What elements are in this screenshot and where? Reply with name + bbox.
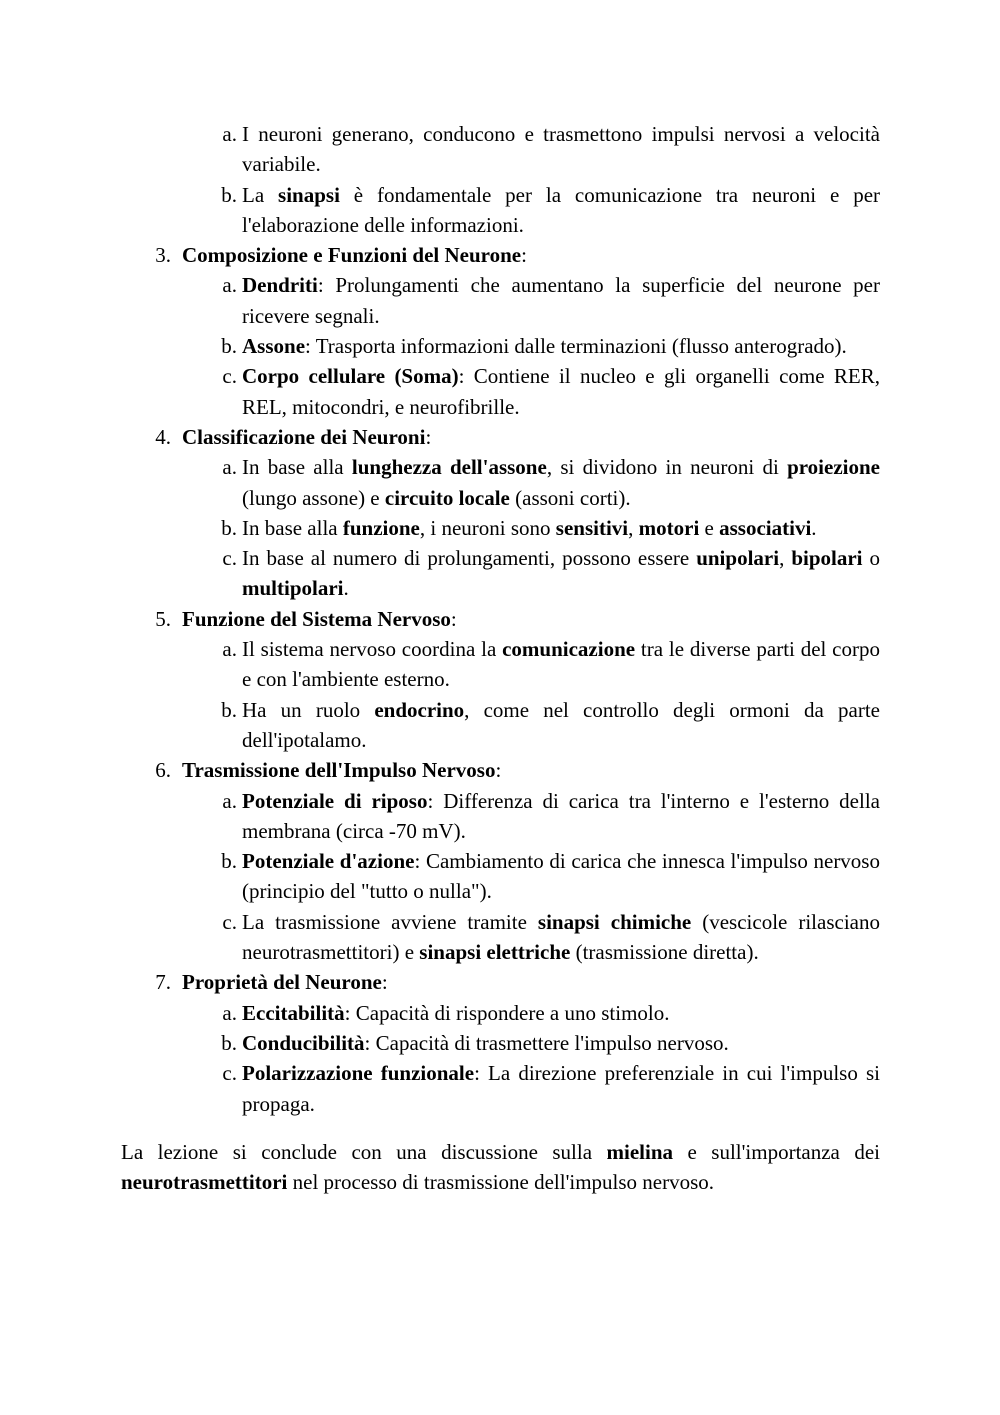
- text-run: La: [242, 182, 279, 207]
- bold-term: circuito locale: [384, 485, 510, 510]
- list-marker: c.: [222, 909, 237, 934]
- bold-term: Corpo cellulare (Soma): [242, 364, 459, 389]
- text-run: La lezione si conclude con una discussione sulla: [121, 1139, 607, 1164]
- conclusion-paragraph: [121, 1137, 880, 1198]
- text-run: e sull'importanza dei: [673, 1139, 880, 1164]
- text-run: , si dividono in neuroni di: [546, 455, 788, 480]
- text-run: Ha un ruolo: [242, 697, 375, 722]
- list-marker: b.: [221, 334, 237, 359]
- list-marker: c.: [222, 1061, 237, 1086]
- section-heading: [155, 604, 880, 634]
- list-marker: a.: [222, 455, 237, 480]
- list-marker: c.: [222, 364, 237, 389]
- text-run: (assoni corti).: [509, 485, 631, 510]
- text-run: : Capacità di trasmettere l'impulso nervoso.: [364, 1030, 729, 1055]
- section-title: Trasmissione dell'Impulso Nervoso: [182, 758, 496, 783]
- text-run: : Capacità di rispondere a uno stimolo.: [344, 1000, 670, 1025]
- text-run: : Cambiamento di carica che innesca l'impulso nervoso (principio del "tutto o nulla").: [242, 849, 880, 904]
- bold-term: bipolari: [791, 546, 863, 571]
- text-run: La trasmissione avviene tramite: [242, 909, 538, 934]
- list-item: [121, 119, 880, 180]
- sublist: [121, 634, 880, 755]
- list-marker: b.: [221, 1030, 237, 1055]
- list-item: [121, 695, 880, 756]
- bold-term: sensitivi: [555, 515, 629, 540]
- list-item: [121, 907, 880, 968]
- section-title: Funzione del Sistema Nervoso: [182, 606, 451, 631]
- section-colon: :: [450, 606, 457, 631]
- sublist: [121, 786, 880, 968]
- list-item: [121, 331, 880, 361]
- text-run: (vescicole rilasciano neurotrasmettitori) e: [242, 909, 880, 965]
- bold-term: Conducibilità: [242, 1030, 365, 1055]
- bold-term: Potenziale d'azione: [242, 849, 415, 874]
- bold-term: funzione: [342, 515, 420, 540]
- section-title: Composizione e Funzioni del Neurone: [182, 243, 522, 268]
- text-run: o: [862, 546, 881, 571]
- section-colon: :: [381, 970, 388, 995]
- numbered-item: [121, 240, 880, 422]
- sublist: [121, 270, 880, 421]
- text-run: : Differenza di carica tra l'interno e l'esterno della membrana (circa -70 mV).: [242, 788, 880, 843]
- list-item: [121, 270, 880, 331]
- sublist: [121, 998, 880, 1119]
- list-item: [121, 998, 880, 1028]
- list-marker: a.: [222, 122, 237, 146]
- text-run: : Trasporta informazioni dalle terminazioni (flusso anterogrado).: [305, 334, 847, 359]
- text-run: : Contiene il nucleo e gli organelli come RER, REL, mitocondri, e neurofibrille.: [242, 364, 880, 419]
- bold-term: lunghezza dell'assone: [351, 455, 547, 480]
- bold-term: multipolari: [242, 576, 344, 601]
- list-marker: b.: [221, 697, 237, 722]
- numbered-list: [121, 240, 880, 1119]
- list-item: [121, 513, 880, 543]
- list-item: [121, 180, 880, 241]
- bold-term: proiezione: [787, 455, 880, 480]
- text-run: In base alla: [242, 515, 343, 540]
- text-run: nel processo di trasmissione dell'impulso nervoso.: [287, 1170, 715, 1195]
- bold-term: Eccitabilità: [242, 1000, 345, 1025]
- list-item: [121, 452, 880, 513]
- list-marker: a.: [222, 788, 237, 813]
- text-run: ,: [779, 546, 792, 571]
- bold-term: endocrino: [374, 697, 465, 722]
- section-title: Proprietà del Neurone: [182, 970, 382, 995]
- numbered-item: [121, 422, 880, 604]
- bold-term: comunicazione: [502, 637, 636, 662]
- numbered-item: [121, 604, 880, 755]
- document-content: [121, 119, 880, 1197]
- section-title: Classificazione dei Neuroni: [182, 424, 426, 449]
- text-run: (lungo assone) e: [242, 485, 385, 510]
- list-item: [121, 361, 880, 422]
- bold-term: Potenziale di riposo: [242, 788, 428, 813]
- list-number: 4.: [155, 424, 171, 449]
- section-colon: :: [521, 243, 527, 268]
- section-heading: [155, 422, 880, 452]
- numbered-item: [121, 967, 880, 1118]
- text-run: .: [343, 576, 349, 601]
- bold-term: neurotrasmettitori: [121, 1170, 288, 1195]
- bold-term: Assone: [242, 334, 306, 359]
- text-run: I neuroni generano, conducono e trasmettono impulsi nervosi a velocità variabile.: [242, 122, 880, 177]
- section-heading: [155, 755, 880, 785]
- text-run: : La direzione preferenziale in cui l'impulso si propaga.: [242, 1061, 880, 1116]
- list-item: [121, 1028, 880, 1058]
- text-run: è fondamentale per la comunicazione tra neuroni e per l'elaborazione delle informazioni.: [242, 182, 881, 237]
- list-marker: b.: [221, 849, 237, 874]
- text-run: , i neuroni sono: [419, 515, 556, 540]
- section-heading: [155, 240, 880, 270]
- bold-term: unipolari: [696, 546, 780, 571]
- section-heading: [155, 967, 880, 997]
- continued-sublist: [121, 119, 880, 240]
- list-item: [121, 846, 880, 907]
- bold-term: sinapsi chimiche: [537, 909, 692, 934]
- list-number: 7.: [155, 970, 171, 995]
- section-colon: :: [425, 424, 432, 449]
- sublist: [121, 452, 880, 603]
- bold-term: mielina: [606, 1139, 674, 1164]
- bold-term: associativi: [719, 515, 812, 540]
- section-colon: :: [495, 758, 502, 783]
- list-marker: a.: [222, 637, 237, 662]
- list-item: [121, 634, 880, 695]
- bold-term: sinapsi elettriche: [419, 940, 571, 965]
- text-run: In base al numero di prolungamenti, possono essere: [242, 546, 697, 571]
- list-marker: a.: [222, 1000, 237, 1025]
- list-number: 6.: [155, 758, 171, 783]
- numbered-item: [121, 755, 880, 967]
- list-item: [121, 786, 880, 847]
- text-run: In base alla: [242, 455, 352, 480]
- text-run: .: [811, 515, 817, 540]
- list-marker: b.: [221, 515, 237, 540]
- list-item: [121, 1058, 880, 1119]
- bold-term: Dendriti: [242, 273, 318, 298]
- text-run: Il sistema nervoso coordina la: [242, 637, 503, 662]
- list-item: [121, 543, 880, 604]
- text-run: tra le diverse parti del corpo e con l'ambiente esterno.: [242, 637, 880, 692]
- list-marker: a.: [222, 273, 237, 298]
- text-run: : Prolungamenti che aumentano la superficie del neurone per ricevere segnali.: [242, 273, 880, 328]
- list-marker: b.: [221, 182, 237, 207]
- bold-term: sinapsi: [278, 182, 340, 207]
- text-run: (trasmissione diretta).: [570, 940, 759, 965]
- list-number: 5.: [155, 606, 171, 631]
- text-run: , come nel controllo degli ormoni da parte dell'ipotalamo.: [242, 697, 880, 752]
- list-number: 3.: [155, 243, 171, 268]
- bold-term: Polarizzazione funzionale: [242, 1061, 475, 1086]
- text-run: ,: [628, 515, 639, 540]
- list-marker: c.: [222, 546, 237, 571]
- text-run: e: [699, 515, 720, 540]
- bold-term: motori: [638, 515, 700, 540]
